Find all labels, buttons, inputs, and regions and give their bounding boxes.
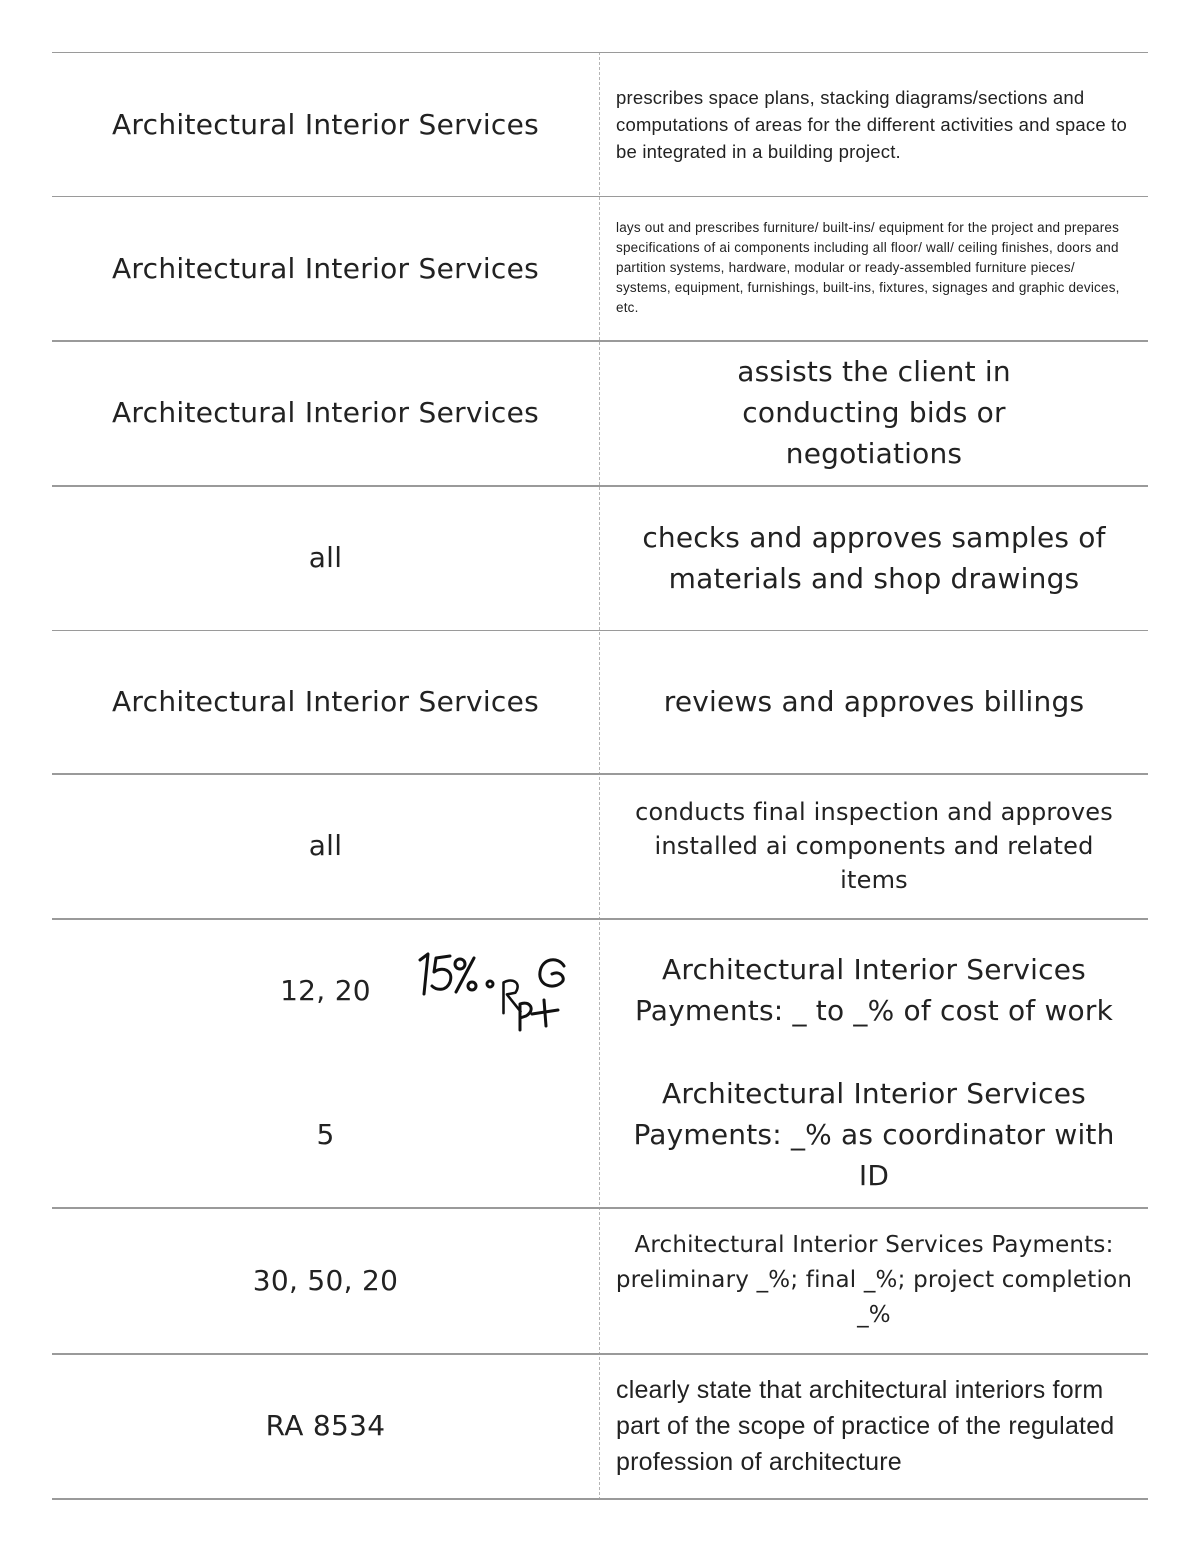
card-definition: Architectural Interior Services Payments: _ to _% of cost of work <box>634 953 1114 1027</box>
card-definition: assists the client in conducting bids or negotiations <box>737 355 1011 470</box>
flashcard <box>52 1353 1148 1498</box>
card-definition: reviews and approves billings <box>663 685 1085 718</box>
card-definition: clearly state that architectural interiors form part of the scope of practice of the regulated profession of architecture <box>616 1375 1115 1476</box>
card-term: Architectural Interior Services <box>111 107 540 141</box>
card-definition: conducts final inspection and approves installed ai components and related items <box>635 797 1113 894</box>
card-term: all <box>308 829 343 862</box>
row-divider <box>52 1498 1148 1500</box>
flashcard <box>52 196 1148 340</box>
card-definition: Architectural Interior Services Payments: _% as coordinator with ID <box>633 1077 1115 1192</box>
flashcard <box>52 918 1148 1062</box>
card-term: RA 8534 <box>265 1409 386 1442</box>
flashcard <box>52 1207 1148 1353</box>
card-term: 30, 50, 20 <box>252 1263 399 1297</box>
card-term: 5 <box>316 1118 335 1151</box>
handwritten-note <box>412 918 602 1038</box>
card-term: Architectural Interior Services <box>111 396 540 429</box>
card-term: Architectural Interior Services <box>111 251 540 285</box>
card-definition: prescribes space plans, stacking diagrams/sections and computations of areas for the different activities and space to be integrated in a building project. <box>616 86 1128 162</box>
card-term: all <box>308 541 343 574</box>
card-definition: lays out and prescribes furniture/ built-ins/ equipment for the project and prepares specifications of ai components including all floor/ wall/ ceiling finishes, doors and partition systems, hardware, modular or ready-assembled furniture pieces/ systems, equipment, furnishings, built-ins, fixtures, signages and graphic devices, etc. <box>616 220 1120 315</box>
flashcard <box>52 340 1148 485</box>
card-definition: checks and approves samples of materials and shop drawings <box>642 520 1106 595</box>
card-term: 12, 20 <box>280 973 371 1007</box>
card-definition: Architectural Interior Services Payments: preliminary _%; final _%; project completion _% <box>615 1231 1133 1328</box>
card-term: Architectural Interior Services <box>111 685 540 718</box>
flashcard <box>52 773 1148 918</box>
flashcard <box>52 52 1148 196</box>
flashcard <box>52 1062 1148 1207</box>
flashcard <box>52 485 1148 630</box>
flashcard <box>52 630 1148 773</box>
